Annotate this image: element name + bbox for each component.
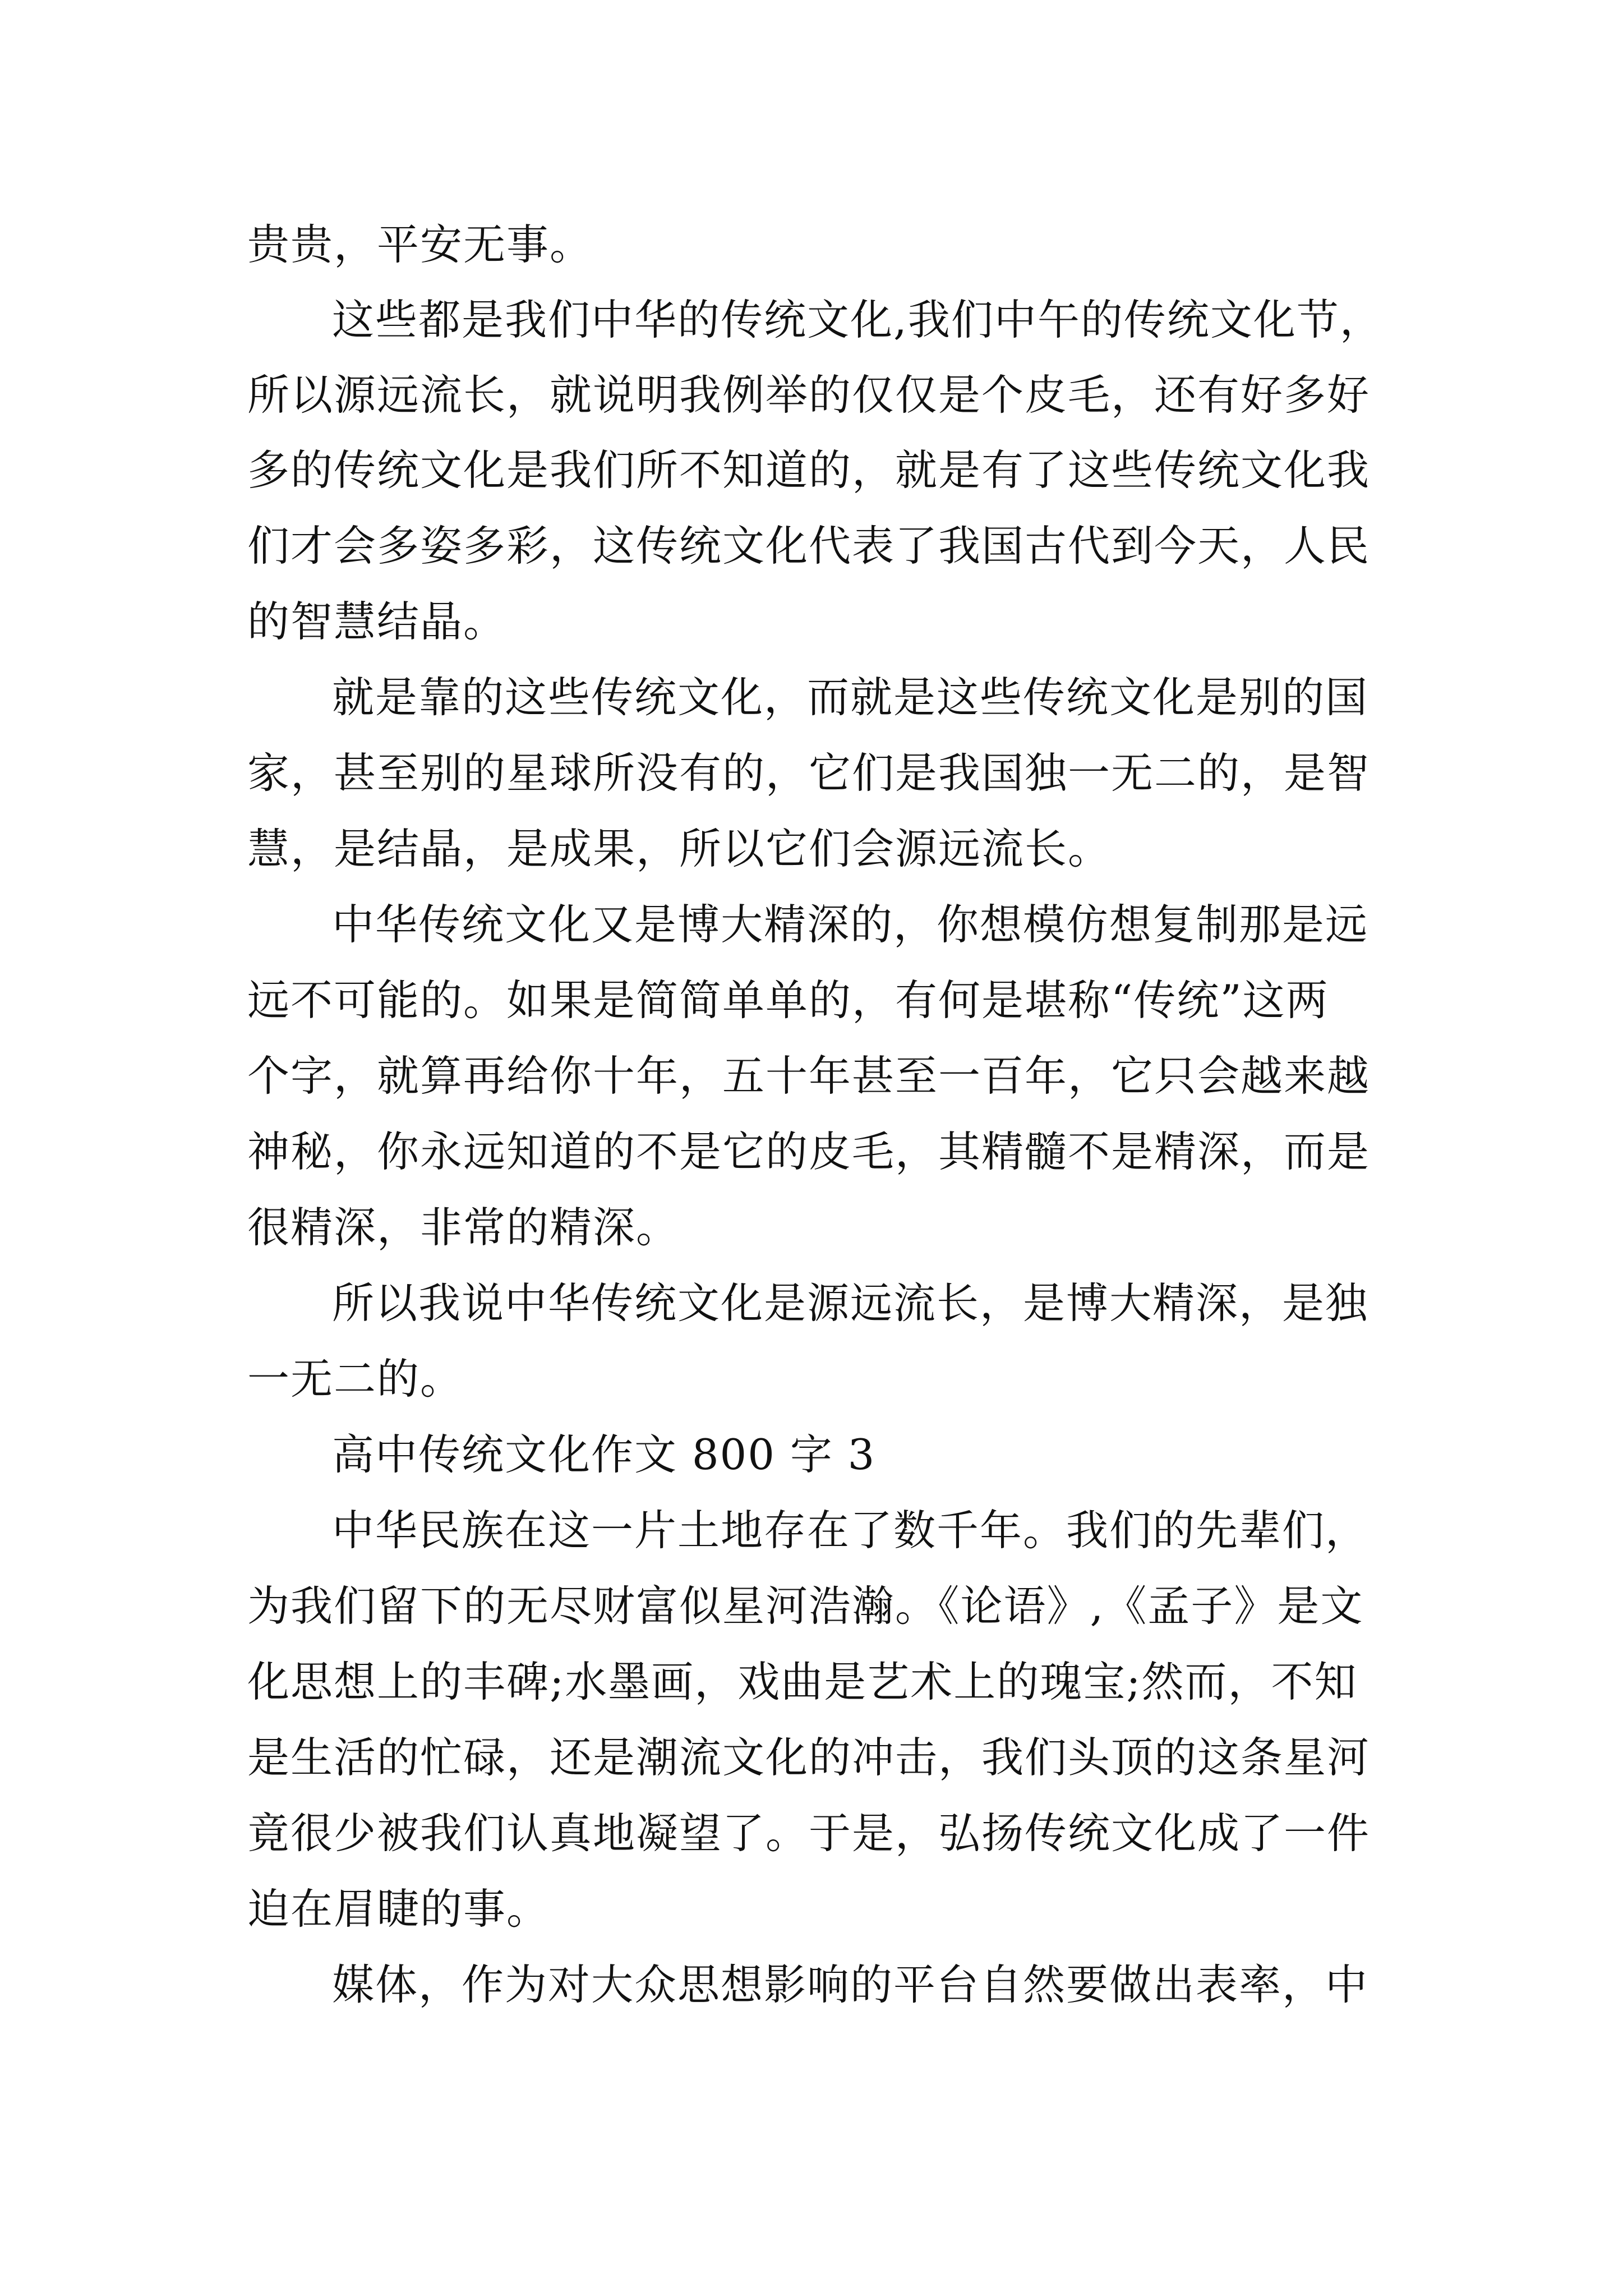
text-line: 所以源远流长，就说明我例举的仅仅是个皮毛，还有好多好 — [247, 370, 1371, 420]
text-line: 就是靠的这些传统文化，而就是这些传统文化是别的国 — [332, 673, 1369, 722]
text-line: 多的传统文化是我们所不知道的，就是有了这些传统文化我 — [247, 445, 1371, 495]
text-line: 很精深，非常的精深。 — [247, 1203, 680, 1252]
text-line: 的智慧结晶。 — [247, 597, 507, 646]
text-line: 迫在眉睫的事。 — [247, 1884, 550, 1934]
text-line: 为我们留下的无尽财富似星河浩瀚。《论语》,《孟子》是文 — [247, 1581, 1364, 1631]
text-line: 媒体，作为对大众思想影响的平台自然要做出表率，中 — [332, 1960, 1369, 2009]
text-line: 是生活的忙碌，还是潮流文化的冲击，我们头顶的这条星河 — [247, 1733, 1371, 1782]
text-line: 远不可能的。如果是简简单单的，有何是堪称“传统”这两 — [247, 976, 1329, 1025]
text-line: 这些都是我们中华的传统文化,我们中午的传统文化节， — [332, 295, 1383, 344]
text-line: 化思想上的丰碑;水墨画，戏曲是艺术上的瑰宝;然而，不知 — [247, 1657, 1358, 1706]
text-line: 们才会多姿多彩，这传统文化代表了我国古代到今天，人民 — [247, 521, 1371, 570]
text-line: 竟很少被我们认真地凝望了。于是，弘扬传统文化成了一件 — [247, 1809, 1371, 1858]
text-line: 一无二的。 — [247, 1354, 464, 1404]
text-line: 中华传统文化又是博大精深的，你想模仿想复制那是远 — [332, 900, 1369, 949]
text-line: 神秘，你永远知道的不是它的皮毛，其精髓不是精深，而是 — [247, 1127, 1371, 1176]
section-heading: 高中传统文化作文 800 字 3 — [332, 1430, 876, 1479]
text-line: 慧，是结晶，是成果，所以它们会源远流长。 — [247, 824, 1112, 873]
text-line: 中华民族在这一片土地存在了数千年。我们的先辈们， — [332, 1506, 1369, 1555]
text-line: 所以我说中华传统文化是源远流长，是博大精深，是独 — [332, 1278, 1369, 1328]
text-line: 贵贵，平安无事。 — [247, 220, 593, 269]
text-line: 家，甚至别的星球所没有的，它们是我国独一无二的，是智 — [247, 748, 1371, 798]
text-line: 个字，就算再给你十年，五十年甚至一百年，它只会越来越 — [247, 1051, 1371, 1101]
